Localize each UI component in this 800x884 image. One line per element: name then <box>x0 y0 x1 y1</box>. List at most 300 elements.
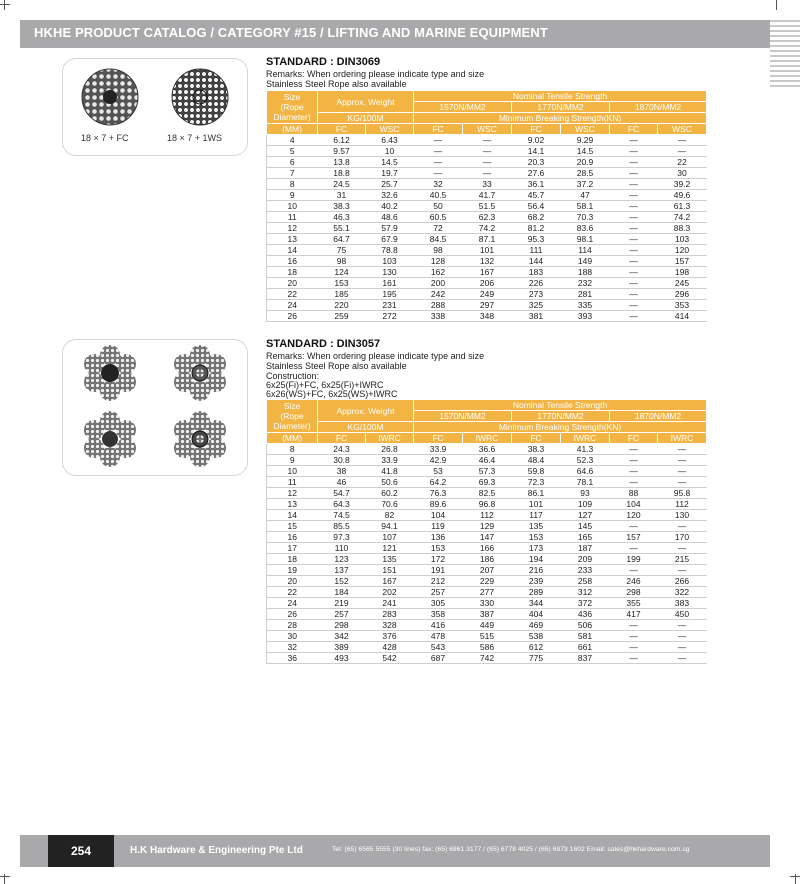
table-cell: 78.1 <box>561 477 610 488</box>
table-cell: 417 <box>610 609 658 620</box>
table-cell: 18 <box>267 267 318 278</box>
col-header: IWRC <box>463 433 512 444</box>
breaking-header: Minimum Breaking Strength(KN) <box>414 113 707 124</box>
table-cell: — <box>658 477 707 488</box>
din3057-table <box>266 399 707 664</box>
table-cell: 11 <box>267 212 318 223</box>
col-header: WSC <box>561 124 610 135</box>
table-cell: 52.3 <box>561 455 610 466</box>
table-cell: 107 <box>366 532 414 543</box>
table-cell: 130 <box>658 510 707 521</box>
table-cell: 50 <box>414 201 463 212</box>
table-cell: 185 <box>318 289 366 300</box>
page-footer <box>20 835 770 867</box>
table-cell: — <box>658 642 707 653</box>
table-cell: 202 <box>366 587 414 598</box>
table-cell: 233 <box>561 565 610 576</box>
table-cell: 30.8 <box>318 455 366 466</box>
table-cell: 72 <box>414 223 463 234</box>
table-cell: 32 <box>414 179 463 190</box>
table-cell: — <box>610 620 658 631</box>
table-cell: 89.6 <box>414 499 463 510</box>
table-row <box>267 521 707 532</box>
table-cell: 25.7 <box>366 179 414 190</box>
table-row <box>267 179 707 190</box>
table-cell: 157 <box>658 256 707 267</box>
table-cell: 147 <box>463 532 512 543</box>
table-cell: 5 <box>267 146 318 157</box>
table-cell: 10 <box>366 146 414 157</box>
table-cell: 166 <box>463 543 512 554</box>
table-cell: 36.1 <box>512 179 561 190</box>
table-cell: — <box>658 653 707 664</box>
table-cell: 4 <box>267 135 318 146</box>
table-cell: 436 <box>561 609 610 620</box>
table-cell: — <box>610 466 658 477</box>
col-header: WSC <box>366 124 414 135</box>
table-cell: 246 <box>610 576 658 587</box>
col-header: FC <box>318 124 366 135</box>
table-cell: 14 <box>267 510 318 521</box>
table-cell: 209 <box>561 554 610 565</box>
table-cell: 188 <box>561 267 610 278</box>
table-row <box>267 477 707 488</box>
table-cell: 38.3 <box>318 201 366 212</box>
unit-header: (MM) <box>267 433 318 444</box>
table-cell: 82.5 <box>463 488 512 499</box>
table-cell: 543 <box>414 642 463 653</box>
table-cell: — <box>610 642 658 653</box>
table-cell: — <box>658 146 707 157</box>
table-cell: 220 <box>318 300 366 311</box>
grade-header: 1870N/MM2 <box>610 411 707 422</box>
table-cell: 57.9 <box>366 223 414 234</box>
table-row <box>267 190 707 201</box>
table-cell: 85.5 <box>318 521 366 532</box>
table-cell: 153 <box>414 543 463 554</box>
table-cell: 37.2 <box>561 179 610 190</box>
table-cell: 172 <box>414 554 463 565</box>
table-row <box>267 510 707 521</box>
table-row <box>267 565 707 576</box>
table-row <box>267 609 707 620</box>
table-cell: 389 <box>318 642 366 653</box>
table-cell: 114 <box>561 245 610 256</box>
table-cell: 112 <box>463 510 512 521</box>
table-cell: 129 <box>463 521 512 532</box>
table-cell: 344 <box>512 598 561 609</box>
table-cell: 152 <box>318 576 366 587</box>
table-cell: 219 <box>318 598 366 609</box>
table-cell: 50.6 <box>366 477 414 488</box>
table-cell: 22 <box>658 157 707 168</box>
table-cell: 149 <box>561 256 610 267</box>
table-row <box>267 653 707 664</box>
table-cell: 110 <box>318 543 366 554</box>
table-row <box>267 157 707 168</box>
din3057-remark: 6x25(Fi)+FC, 6x25(Fi)+IWRC <box>266 380 384 390</box>
table-cell: 22 <box>267 587 318 598</box>
table-row <box>267 256 707 267</box>
table-cell: — <box>610 256 658 267</box>
table-cell: — <box>658 444 707 455</box>
table-cell: 84.5 <box>414 234 463 245</box>
table-cell: 19 <box>267 565 318 576</box>
table-cell: — <box>610 653 658 664</box>
table-cell: 13 <box>267 499 318 510</box>
table-cell: — <box>610 455 658 466</box>
table-cell: 195 <box>366 289 414 300</box>
table-cell: 24 <box>267 598 318 609</box>
table-row <box>267 642 707 653</box>
din3069-rope-figure <box>62 58 248 156</box>
table-cell: 97.3 <box>318 532 366 543</box>
table-cell: — <box>610 289 658 300</box>
table-row <box>267 532 707 543</box>
table-cell: 78.8 <box>366 245 414 256</box>
table-cell: 298 <box>318 620 366 631</box>
table-row <box>267 576 707 587</box>
grade-header: 1570N/MM2 <box>414 411 512 422</box>
table-cell: 15 <box>267 521 318 532</box>
table-cell: 40.2 <box>366 201 414 212</box>
table-cell: 74.5 <box>318 510 366 521</box>
table-cell: 11 <box>267 477 318 488</box>
grade-header: 1570N/MM2 <box>414 102 512 113</box>
table-cell: 60.2 <box>366 488 414 499</box>
table-cell: 661 <box>561 642 610 653</box>
table-cell: 8 <box>267 444 318 455</box>
table-cell: 55.1 <box>318 223 366 234</box>
table-cell: 59.8 <box>512 466 561 477</box>
table-cell: 33.9 <box>414 444 463 455</box>
table-cell: 95.8 <box>658 488 707 499</box>
col-header: FC <box>512 124 561 135</box>
size-header: Size (Rope Diameter) <box>267 91 318 124</box>
table-cell: 226 <box>512 278 561 289</box>
table-cell: 104 <box>610 499 658 510</box>
din3069-table <box>266 90 707 322</box>
table-cell: 199 <box>610 554 658 565</box>
table-cell: — <box>610 168 658 179</box>
table-row <box>267 135 707 146</box>
table-cell: 101 <box>463 245 512 256</box>
table-cell: 128 <box>414 256 463 267</box>
table-cell: 428 <box>366 642 414 653</box>
table-cell: 45.7 <box>512 190 561 201</box>
rope-cross-section-icon <box>63 340 247 475</box>
table-cell: — <box>658 543 707 554</box>
table-cell: — <box>610 190 658 201</box>
table-cell: 123 <box>318 554 366 565</box>
table-cell: — <box>463 146 512 157</box>
unit-header: (MM) <box>267 124 318 135</box>
table-cell: 36 <box>267 653 318 664</box>
table-cell: 26 <box>267 609 318 620</box>
table-cell: 10 <box>267 201 318 212</box>
table-cell: 86.1 <box>512 488 561 499</box>
table-cell: 98 <box>414 245 463 256</box>
table-row <box>267 455 707 466</box>
table-cell: — <box>610 223 658 234</box>
col-header: WSC <box>463 124 512 135</box>
din3069-remark: Stainless Steel Rope also available <box>266 79 407 89</box>
table-cell: 231 <box>366 300 414 311</box>
table-row <box>267 620 707 631</box>
table-cell: 48.6 <box>366 212 414 223</box>
table-cell: 111 <box>512 245 561 256</box>
table-cell: — <box>463 135 512 146</box>
table-cell: — <box>610 311 658 322</box>
table-row <box>267 587 707 598</box>
table-cell: 101 <box>512 499 561 510</box>
table-cell: 137 <box>318 565 366 576</box>
table-cell: 103 <box>658 234 707 245</box>
table-row <box>267 466 707 477</box>
table-cell: 24 <box>267 300 318 311</box>
table-cell: — <box>658 620 707 631</box>
grade-header: 1770N/MM2 <box>512 102 610 113</box>
grade-header: 1770N/MM2 <box>512 411 610 422</box>
table-cell: 74.2 <box>658 212 707 223</box>
table-cell: 450 <box>658 609 707 620</box>
table-cell: 9.02 <box>512 135 561 146</box>
table-cell: 30 <box>267 631 318 642</box>
table-cell: 64.3 <box>318 499 366 510</box>
table-cell: — <box>658 521 707 532</box>
table-cell: 40.5 <box>414 190 463 201</box>
table-cell: — <box>610 565 658 576</box>
table-cell: 7 <box>267 168 318 179</box>
din3057-remark: 6x26(WS)+FC, 6x25(WS)+IWRC <box>266 389 398 399</box>
table-cell: 173 <box>512 543 561 554</box>
table-cell: 41.3 <box>561 444 610 455</box>
table-cell: — <box>610 201 658 212</box>
din3057-remark: Remarks: When ordering please indicate type and size <box>266 351 485 361</box>
table-cell: 414 <box>658 311 707 322</box>
table-cell: 200 <box>414 278 463 289</box>
table-row <box>267 278 707 289</box>
table-cell: 542 <box>366 653 414 664</box>
table-cell: 9 <box>267 455 318 466</box>
table-cell: — <box>610 543 658 554</box>
table-cell: 64.7 <box>318 234 366 245</box>
table-cell: 22 <box>267 289 318 300</box>
table-cell: 14.5 <box>366 157 414 168</box>
table-cell: 6.12 <box>318 135 366 146</box>
table-cell: — <box>610 135 658 146</box>
table-cell: 162 <box>414 267 463 278</box>
table-cell: 64.6 <box>561 466 610 477</box>
table-cell: 14.1 <box>512 146 561 157</box>
table-row <box>267 146 707 157</box>
table-cell: 335 <box>561 300 610 311</box>
table-cell: 312 <box>561 587 610 598</box>
grade-header: 1870N/MM2 <box>610 102 707 113</box>
table-cell: 387 <box>463 609 512 620</box>
table-cell: 8 <box>267 179 318 190</box>
table-cell: 81.2 <box>512 223 561 234</box>
table-cell: 18 <box>267 554 318 565</box>
table-cell: 61.3 <box>658 201 707 212</box>
table-cell: 83.6 <box>561 223 610 234</box>
table-cell: 449 <box>463 620 512 631</box>
table-cell: 56.4 <box>512 201 561 212</box>
table-cell: 109 <box>561 499 610 510</box>
table-cell: 41.7 <box>463 190 512 201</box>
col-header: IWRC <box>366 433 414 444</box>
table-cell: 469 <box>512 620 561 631</box>
col-header: FC <box>512 433 561 444</box>
table-cell: 62.3 <box>463 212 512 223</box>
table-cell: 296 <box>658 289 707 300</box>
table-cell: 381 <box>512 311 561 322</box>
table-row <box>267 631 707 642</box>
col-header: FC <box>318 433 366 444</box>
figure-caption: 18 × 7 + 1WS <box>167 133 223 143</box>
contact-info: Tel: (65) 6565 5555 (30 lines) fax: (65) 6861 3177 / (65) 6778 4025 / (65) 6873 1602 Email: sales@hkhardware.com.sg <box>332 846 690 853</box>
weight-header: Approx. Weight <box>318 400 414 422</box>
tensile-header: Nominal Tensile Strength <box>414 400 707 411</box>
weight-unit-header: KG/100M <box>318 422 414 433</box>
table-cell: 121 <box>366 543 414 554</box>
table-cell: 135 <box>512 521 561 532</box>
table-cell: 478 <box>414 631 463 642</box>
table-cell: — <box>610 278 658 289</box>
table-cell: — <box>610 245 658 256</box>
table-cell: 26 <box>267 311 318 322</box>
table-cell: 18.8 <box>318 168 366 179</box>
table-cell: 64.2 <box>414 477 463 488</box>
col-header: FC <box>610 124 658 135</box>
table-cell: 120 <box>658 245 707 256</box>
size-header: Size (Rope Diameter) <box>267 400 318 433</box>
table-cell: 232 <box>561 278 610 289</box>
table-cell: 31 <box>318 190 366 201</box>
table-cell: 88.3 <box>658 223 707 234</box>
table-row <box>267 245 707 256</box>
table-cell: 67.9 <box>366 234 414 245</box>
table-cell: 60.5 <box>414 212 463 223</box>
table-cell: 48.4 <box>512 455 561 466</box>
table-cell: 98 <box>318 256 366 267</box>
table-cell: 393 <box>561 311 610 322</box>
table-cell: 167 <box>463 267 512 278</box>
din3057-title: STANDARD : DIN3057 <box>266 338 381 350</box>
table-cell: — <box>610 212 658 223</box>
table-cell: 20 <box>267 278 318 289</box>
table-cell: — <box>610 444 658 455</box>
table-cell: 28.5 <box>561 168 610 179</box>
table-cell: 38 <box>318 466 366 477</box>
table-cell: 216 <box>512 565 561 576</box>
table-cell: 27.6 <box>512 168 561 179</box>
table-cell: 54.7 <box>318 488 366 499</box>
table-row <box>267 223 707 234</box>
table-cell: 14 <box>267 245 318 256</box>
table-cell: — <box>414 146 463 157</box>
page-header-title: HKHE PRODUCT CATALOG / CATEGORY #15 / LIFTING AND MARINE EQUIPMENT <box>34 25 548 40</box>
col-header: IWRC <box>561 433 610 444</box>
table-cell: — <box>610 146 658 157</box>
table-cell: 135 <box>366 554 414 565</box>
table-cell: 372 <box>561 598 610 609</box>
table-cell: 96.8 <box>463 499 512 510</box>
table-cell: 132 <box>463 256 512 267</box>
header-stripes <box>770 20 800 90</box>
table-cell: — <box>610 157 658 168</box>
col-header: FC <box>414 433 463 444</box>
table-cell: 358 <box>414 609 463 620</box>
table-cell: 187 <box>561 543 610 554</box>
table-row <box>267 201 707 212</box>
figure-caption: 18 × 7 + FC <box>81 133 129 143</box>
table-cell: 383 <box>658 598 707 609</box>
table-cell: 104 <box>414 510 463 521</box>
table-row <box>267 554 707 565</box>
table-cell: 120 <box>610 510 658 521</box>
table-cell: 98.1 <box>561 234 610 245</box>
table-cell: 33 <box>463 179 512 190</box>
table-cell: 28 <box>267 620 318 631</box>
table-cell: 416 <box>414 620 463 631</box>
table-cell: 775 <box>512 653 561 664</box>
col-header: IWRC <box>658 433 707 444</box>
table-cell: 330 <box>463 598 512 609</box>
table-cell: 266 <box>658 576 707 587</box>
table-cell: 32 <box>267 642 318 653</box>
table-cell: 515 <box>463 631 512 642</box>
table-row <box>267 267 707 278</box>
din3057-rope-figure <box>62 339 248 476</box>
din3057-remark: Construction: <box>266 371 320 381</box>
table-cell: 16 <box>267 256 318 267</box>
table-cell: 325 <box>512 300 561 311</box>
table-cell: 257 <box>318 609 366 620</box>
table-cell: 404 <box>512 609 561 620</box>
table-cell: 612 <box>512 642 561 653</box>
table-cell: 153 <box>318 278 366 289</box>
table-row <box>267 444 707 455</box>
table-cell: 338 <box>414 311 463 322</box>
table-cell: 183 <box>512 267 561 278</box>
table-cell: 239 <box>512 576 561 587</box>
table-row <box>267 168 707 179</box>
table-cell: 157 <box>610 532 658 543</box>
table-row <box>267 499 707 510</box>
table-cell: 151 <box>366 565 414 576</box>
company-name: H.K Hardware & Engineering Pte Ltd <box>130 845 303 856</box>
table-cell: 119 <box>414 521 463 532</box>
table-cell: 6.43 <box>366 135 414 146</box>
table-row <box>267 311 707 322</box>
table-cell: 348 <box>463 311 512 322</box>
table-cell: 94.1 <box>366 521 414 532</box>
table-cell: 277 <box>463 587 512 598</box>
table-cell: 38.3 <box>512 444 561 455</box>
table-cell: 9.29 <box>561 135 610 146</box>
table-cell: 36.6 <box>463 444 512 455</box>
table-cell: 215 <box>658 554 707 565</box>
table-cell: — <box>658 631 707 642</box>
table-cell: 93 <box>561 488 610 499</box>
table-cell: 70.6 <box>366 499 414 510</box>
table-cell: 289 <box>512 587 561 598</box>
col-header: FC <box>414 124 463 135</box>
table-cell: 167 <box>366 576 414 587</box>
table-cell: 82 <box>366 510 414 521</box>
table-cell: 69.3 <box>463 477 512 488</box>
